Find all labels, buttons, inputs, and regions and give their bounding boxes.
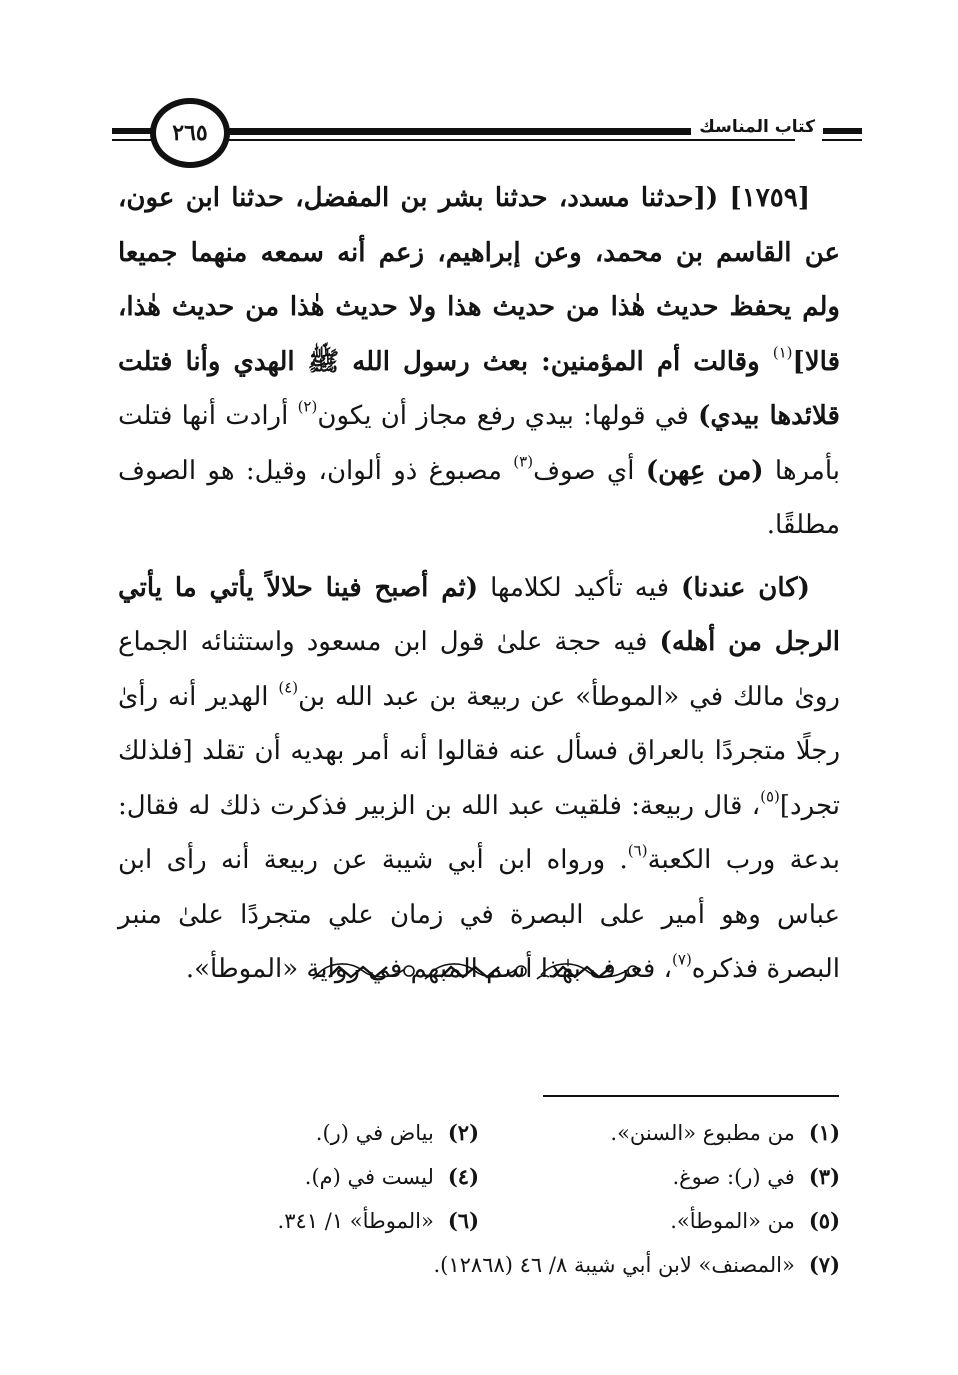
footnote-ref: (٥): [760, 786, 780, 805]
commentary-text: ، فعرف بهٰذا أسم المبهم في رواية «الموطأ».: [185, 954, 673, 984]
footnote-ref: (١): [772, 342, 793, 361]
footnote-ref: (٦): [627, 841, 648, 860]
commentary-text: مصبوغ ذو ألوان، وقيل: هو الصوف مطلقًا.: [118, 455, 840, 540]
page-number: ٢٦٥: [172, 120, 208, 146]
footnote-text: من «الموطأ».: [670, 1208, 795, 1233]
paragraph: [118, 171, 840, 553]
footnote-text: «المصنف» لابن أبي شيبة ٨/ ٤٦ (١٢٨٦٨).: [433, 1252, 795, 1277]
footnote: [118, 1208, 479, 1233]
main-text: [118, 171, 840, 997]
footnote-number: (٦): [447, 1207, 479, 1233]
quoted-phrase: (ثم أصبح فينا حلالاً يأتي ما يأتي الرجل من أهله): [118, 572, 840, 657]
ornament-motif: [313, 964, 414, 979]
footnote: [118, 1252, 840, 1277]
footnote-row: [118, 1154, 840, 1198]
footnote-number: (٥): [808, 1207, 840, 1233]
header-rule: [822, 139, 862, 141]
header-rule: [822, 128, 862, 134]
footnote-ref: (٢): [297, 397, 318, 416]
commentary-text: في قولها: بيدي رفع مجاز أن يكون: [317, 401, 699, 431]
footnote-number: (٤): [447, 1163, 479, 1189]
footnote-text: ليست في (م).: [304, 1164, 434, 1189]
commentary-text: الهدير أنه رأىٰ رجلًا متجردًا بالعراق فسأل عنه فقالوا أنه أمر بهديه أن تقلد [فلذلك تجرد]: [118, 681, 840, 821]
commentary-text: فيه حجة علىٰ قول ابن مسعود واستثنائه الجماع روىٰ مالك في «الموطأ» عن ربيعة بن عبد الله بن: [118, 627, 840, 712]
footnote-text: من مطبوع «السنن».: [610, 1120, 795, 1145]
footnote-ref: (٤): [278, 677, 299, 696]
page-number-frame: [150, 98, 230, 168]
commentary-text: ، قال ربيعة: فلقيت عبد الله بن الزبير فذكرت ذلك له فقال: بدعة ورب الكعبة: [118, 790, 840, 875]
footnote-number: (٣): [808, 1163, 840, 1189]
quoted-phrase: (من عِهن): [645, 455, 764, 486]
commentary-text: أرادت أنها فتلت بأمرها: [118, 401, 840, 486]
section-ornament: [309, 955, 639, 987]
footnote-ref: (٧): [672, 950, 692, 969]
footnote-number: (١): [808, 1119, 840, 1145]
footnote-ref: (٣): [513, 451, 534, 470]
footnote-number: (٧): [808, 1251, 840, 1277]
footnote-text: بياض في (ر).: [315, 1120, 434, 1145]
running-title: كتاب المناسك: [691, 117, 823, 137]
page-header: [0, 0, 958, 170]
header-rule: [112, 139, 152, 141]
commentary-text: أي صوف: [533, 455, 646, 486]
hadith-text: [١٧٥٩] ([حدثنا مسدد، حدثنا بشر بن المفضل، حدثنا ابن عون، عن القاسم بن محمد، وعن إبراهيم، زعم أنه سمعه منهما جميعا ولم يحفظ حديث هٰذا من حديث هذا ولا حديث هٰذا من حديث هٰذا، قالا]: [118, 183, 840, 377]
footnote-text: «الموطأ» ١/ ٣٤١.: [277, 1208, 434, 1233]
footnote: [118, 1120, 479, 1145]
footnote: [118, 1164, 479, 1189]
footnote-number: (٢): [447, 1119, 479, 1145]
ornament-motif: [425, 964, 526, 979]
commentary-text: فيه تأكيد لكلامها: [478, 572, 682, 603]
commentary-text: . ورواه ابن أبي شيبة عن ربيعة أنه رأى ابن عباس وهو أمير على البصرة في زمان علي متجردًا علىٰ منبر البصرة فذكره: [118, 845, 840, 984]
header-rule: [222, 139, 795, 141]
footnote-text: في (ر): صوغ.: [672, 1164, 795, 1189]
quoted-phrase: (كان عندنا): [681, 572, 810, 603]
footnote: [479, 1164, 840, 1189]
footnote-row: [118, 1110, 840, 1154]
footnote: [479, 1208, 840, 1233]
ornament-motif: [537, 964, 638, 979]
footnote-row: [118, 1198, 840, 1242]
paragraph: [118, 561, 840, 997]
footnote-separator: [543, 1095, 839, 1097]
footnote: [479, 1120, 840, 1145]
footnote-row: [118, 1242, 840, 1286]
hadith-text: وقالت أم المؤمنين: بعث رسول الله ﷺ الهدي وأنا فتلت قلائدها بيدي): [118, 346, 840, 431]
footnotes: [118, 1110, 840, 1286]
header-rule: [112, 128, 152, 134]
